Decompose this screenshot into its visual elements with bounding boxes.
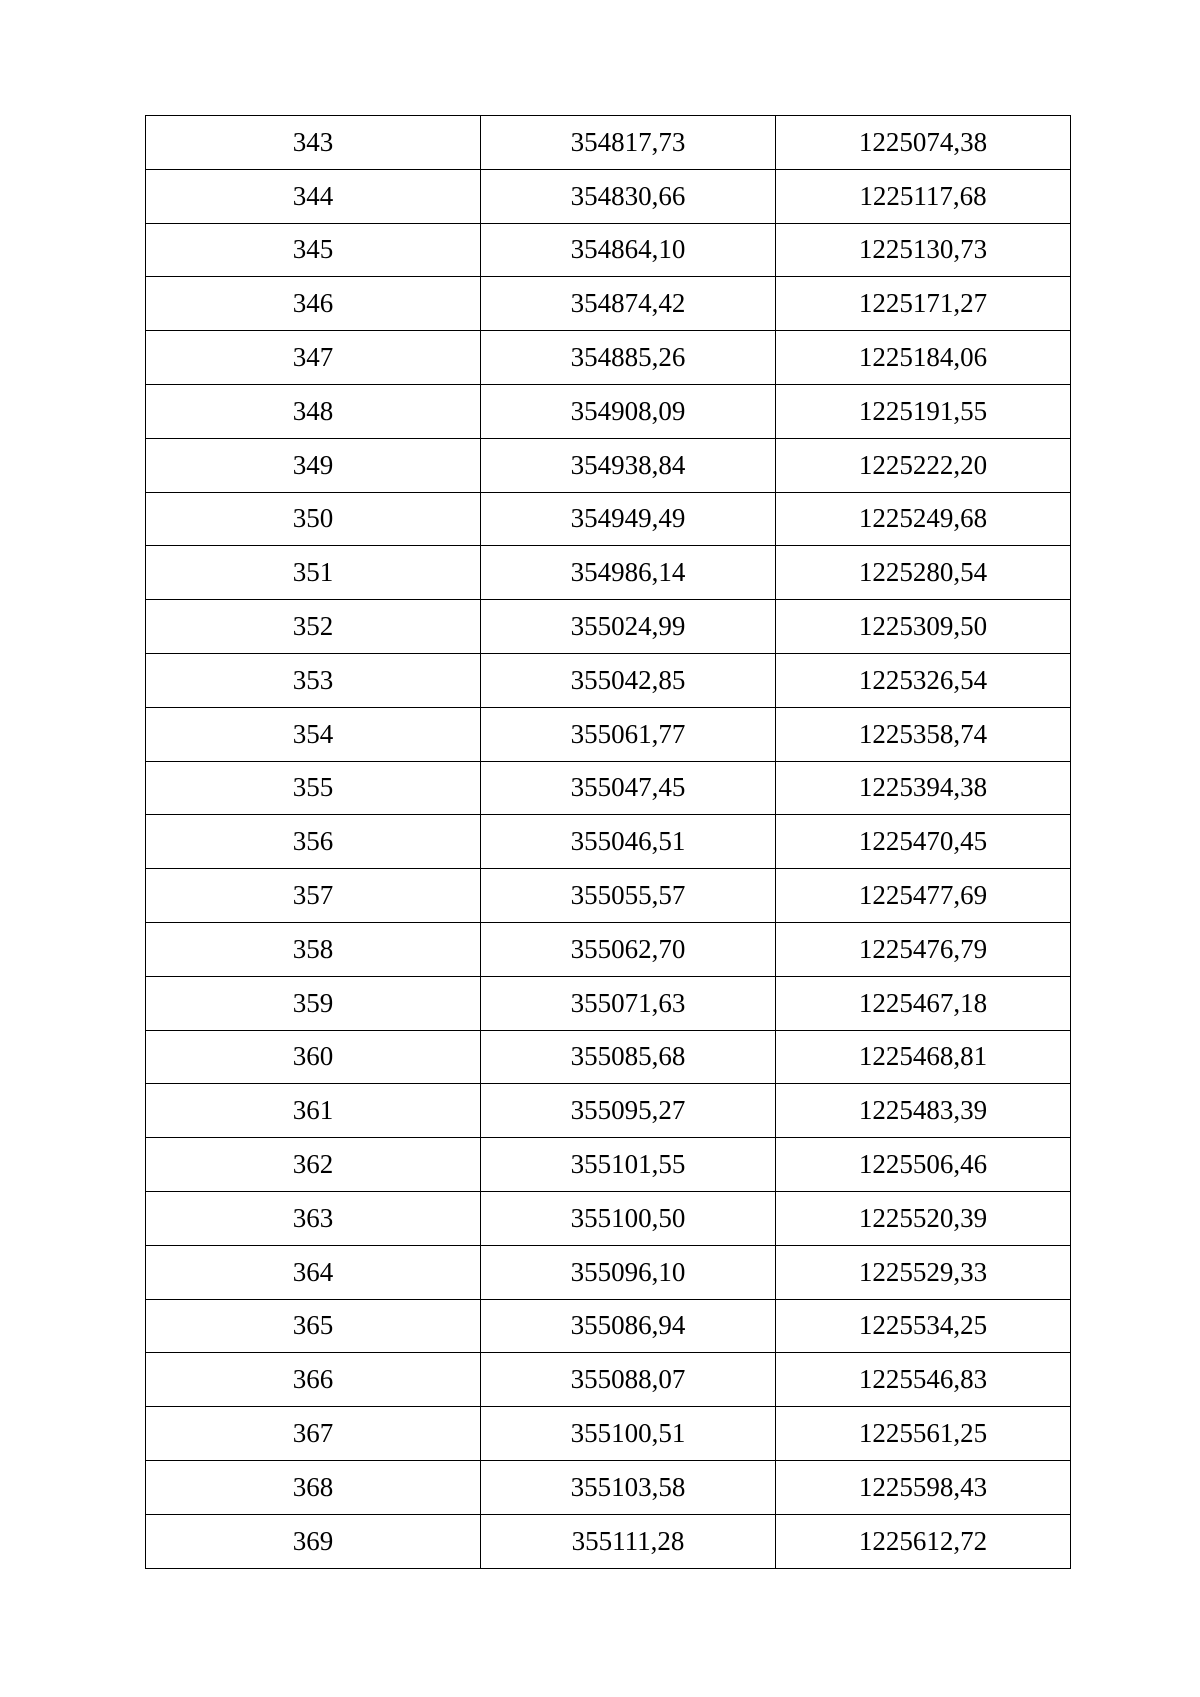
y-coordinate-cell: 1225222,20 <box>776 438 1071 492</box>
point-number-cell: 358 <box>146 922 481 976</box>
x-coordinate-cell: 355103,58 <box>481 1460 776 1514</box>
x-coordinate-cell: 354938,84 <box>481 438 776 492</box>
x-coordinate-cell: 354864,10 <box>481 223 776 277</box>
y-coordinate-cell: 1225468,81 <box>776 1030 1071 1084</box>
point-number-cell: 366 <box>146 1353 481 1407</box>
y-coordinate-cell: 1225309,50 <box>776 600 1071 654</box>
x-coordinate-cell: 354986,14 <box>481 546 776 600</box>
point-number-cell: 344 <box>146 169 481 223</box>
x-coordinate-cell: 354830,66 <box>481 169 776 223</box>
x-coordinate-cell: 355096,10 <box>481 1245 776 1299</box>
y-coordinate-cell: 1225534,25 <box>776 1299 1071 1353</box>
y-coordinate-cell: 1225280,54 <box>776 546 1071 600</box>
table-row <box>146 707 1071 761</box>
y-coordinate-cell: 1225326,54 <box>776 653 1071 707</box>
point-number-cell: 361 <box>146 1084 481 1138</box>
x-coordinate-cell: 355100,51 <box>481 1407 776 1461</box>
y-coordinate-cell: 1225520,39 <box>776 1191 1071 1245</box>
point-number-cell: 363 <box>146 1191 481 1245</box>
table-row <box>146 761 1071 815</box>
point-number-cell: 365 <box>146 1299 481 1353</box>
y-coordinate-cell: 1225467,18 <box>776 976 1071 1030</box>
y-coordinate-cell: 1225612,72 <box>776 1514 1071 1568</box>
table-row <box>146 1245 1071 1299</box>
point-number-cell: 359 <box>146 976 481 1030</box>
point-number-cell: 351 <box>146 546 481 600</box>
point-number-cell: 369 <box>146 1514 481 1568</box>
point-number-cell: 364 <box>146 1245 481 1299</box>
point-number-cell: 348 <box>146 384 481 438</box>
x-coordinate-cell: 355111,28 <box>481 1514 776 1568</box>
x-coordinate-cell: 355086,94 <box>481 1299 776 1353</box>
table-row <box>146 1299 1071 1353</box>
x-coordinate-cell: 355100,50 <box>481 1191 776 1245</box>
table-row <box>146 869 1071 923</box>
x-coordinate-cell: 355047,45 <box>481 761 776 815</box>
y-coordinate-cell: 1225546,83 <box>776 1353 1071 1407</box>
point-number-cell: 349 <box>146 438 481 492</box>
table-row <box>146 438 1071 492</box>
y-coordinate-cell: 1225130,73 <box>776 223 1071 277</box>
table-row <box>146 492 1071 546</box>
coordinates-table-body <box>146 116 1071 1569</box>
table-row <box>146 1514 1071 1568</box>
table-row <box>146 384 1071 438</box>
y-coordinate-cell: 1225477,69 <box>776 869 1071 923</box>
y-coordinate-cell: 1225171,27 <box>776 277 1071 331</box>
x-coordinate-cell: 354885,26 <box>481 331 776 385</box>
table-row <box>146 600 1071 654</box>
table-row <box>146 1191 1071 1245</box>
x-coordinate-cell: 355061,77 <box>481 707 776 761</box>
y-coordinate-cell: 1225249,68 <box>776 492 1071 546</box>
table-row <box>146 116 1071 170</box>
x-coordinate-cell: 354908,09 <box>481 384 776 438</box>
point-number-cell: 355 <box>146 761 481 815</box>
x-coordinate-cell: 355046,51 <box>481 815 776 869</box>
point-number-cell: 353 <box>146 653 481 707</box>
x-coordinate-cell: 355095,27 <box>481 1084 776 1138</box>
point-number-cell: 362 <box>146 1138 481 1192</box>
table-row <box>146 815 1071 869</box>
x-coordinate-cell: 355101,55 <box>481 1138 776 1192</box>
x-coordinate-cell: 354874,42 <box>481 277 776 331</box>
x-coordinate-cell: 354949,49 <box>481 492 776 546</box>
table-row <box>146 277 1071 331</box>
y-coordinate-cell: 1225358,74 <box>776 707 1071 761</box>
y-coordinate-cell: 1225191,55 <box>776 384 1071 438</box>
x-coordinate-cell: 355042,85 <box>481 653 776 707</box>
point-number-cell: 357 <box>146 869 481 923</box>
y-coordinate-cell: 1225184,06 <box>776 331 1071 385</box>
x-coordinate-cell: 355062,70 <box>481 922 776 976</box>
y-coordinate-cell: 1225476,79 <box>776 922 1071 976</box>
y-coordinate-cell: 1225529,33 <box>776 1245 1071 1299</box>
table-row <box>146 922 1071 976</box>
table-row <box>146 331 1071 385</box>
table-row <box>146 1353 1071 1407</box>
point-number-cell: 356 <box>146 815 481 869</box>
point-number-cell: 350 <box>146 492 481 546</box>
table-row <box>146 976 1071 1030</box>
y-coordinate-cell: 1225561,25 <box>776 1407 1071 1461</box>
point-number-cell: 347 <box>146 331 481 385</box>
table-row <box>146 1138 1071 1192</box>
table-row <box>146 546 1071 600</box>
point-number-cell: 346 <box>146 277 481 331</box>
y-coordinate-cell: 1225394,38 <box>776 761 1071 815</box>
table-row <box>146 1407 1071 1461</box>
point-number-cell: 367 <box>146 1407 481 1461</box>
y-coordinate-cell: 1225470,45 <box>776 815 1071 869</box>
table-row <box>146 169 1071 223</box>
x-coordinate-cell: 355024,99 <box>481 600 776 654</box>
table-row <box>146 653 1071 707</box>
y-coordinate-cell: 1225117,68 <box>776 169 1071 223</box>
coordinates-table <box>145 115 1071 1569</box>
y-coordinate-cell: 1225506,46 <box>776 1138 1071 1192</box>
point-number-cell: 345 <box>146 223 481 277</box>
table-row <box>146 1084 1071 1138</box>
y-coordinate-cell: 1225074,38 <box>776 116 1071 170</box>
x-coordinate-cell: 355055,57 <box>481 869 776 923</box>
point-number-cell: 354 <box>146 707 481 761</box>
x-coordinate-cell: 354817,73 <box>481 116 776 170</box>
point-number-cell: 343 <box>146 116 481 170</box>
y-coordinate-cell: 1225483,39 <box>776 1084 1071 1138</box>
table-row <box>146 1460 1071 1514</box>
x-coordinate-cell: 355088,07 <box>481 1353 776 1407</box>
table-row <box>146 223 1071 277</box>
point-number-cell: 368 <box>146 1460 481 1514</box>
x-coordinate-cell: 355071,63 <box>481 976 776 1030</box>
point-number-cell: 352 <box>146 600 481 654</box>
x-coordinate-cell: 355085,68 <box>481 1030 776 1084</box>
y-coordinate-cell: 1225598,43 <box>776 1460 1071 1514</box>
table-row <box>146 1030 1071 1084</box>
point-number-cell: 360 <box>146 1030 481 1084</box>
